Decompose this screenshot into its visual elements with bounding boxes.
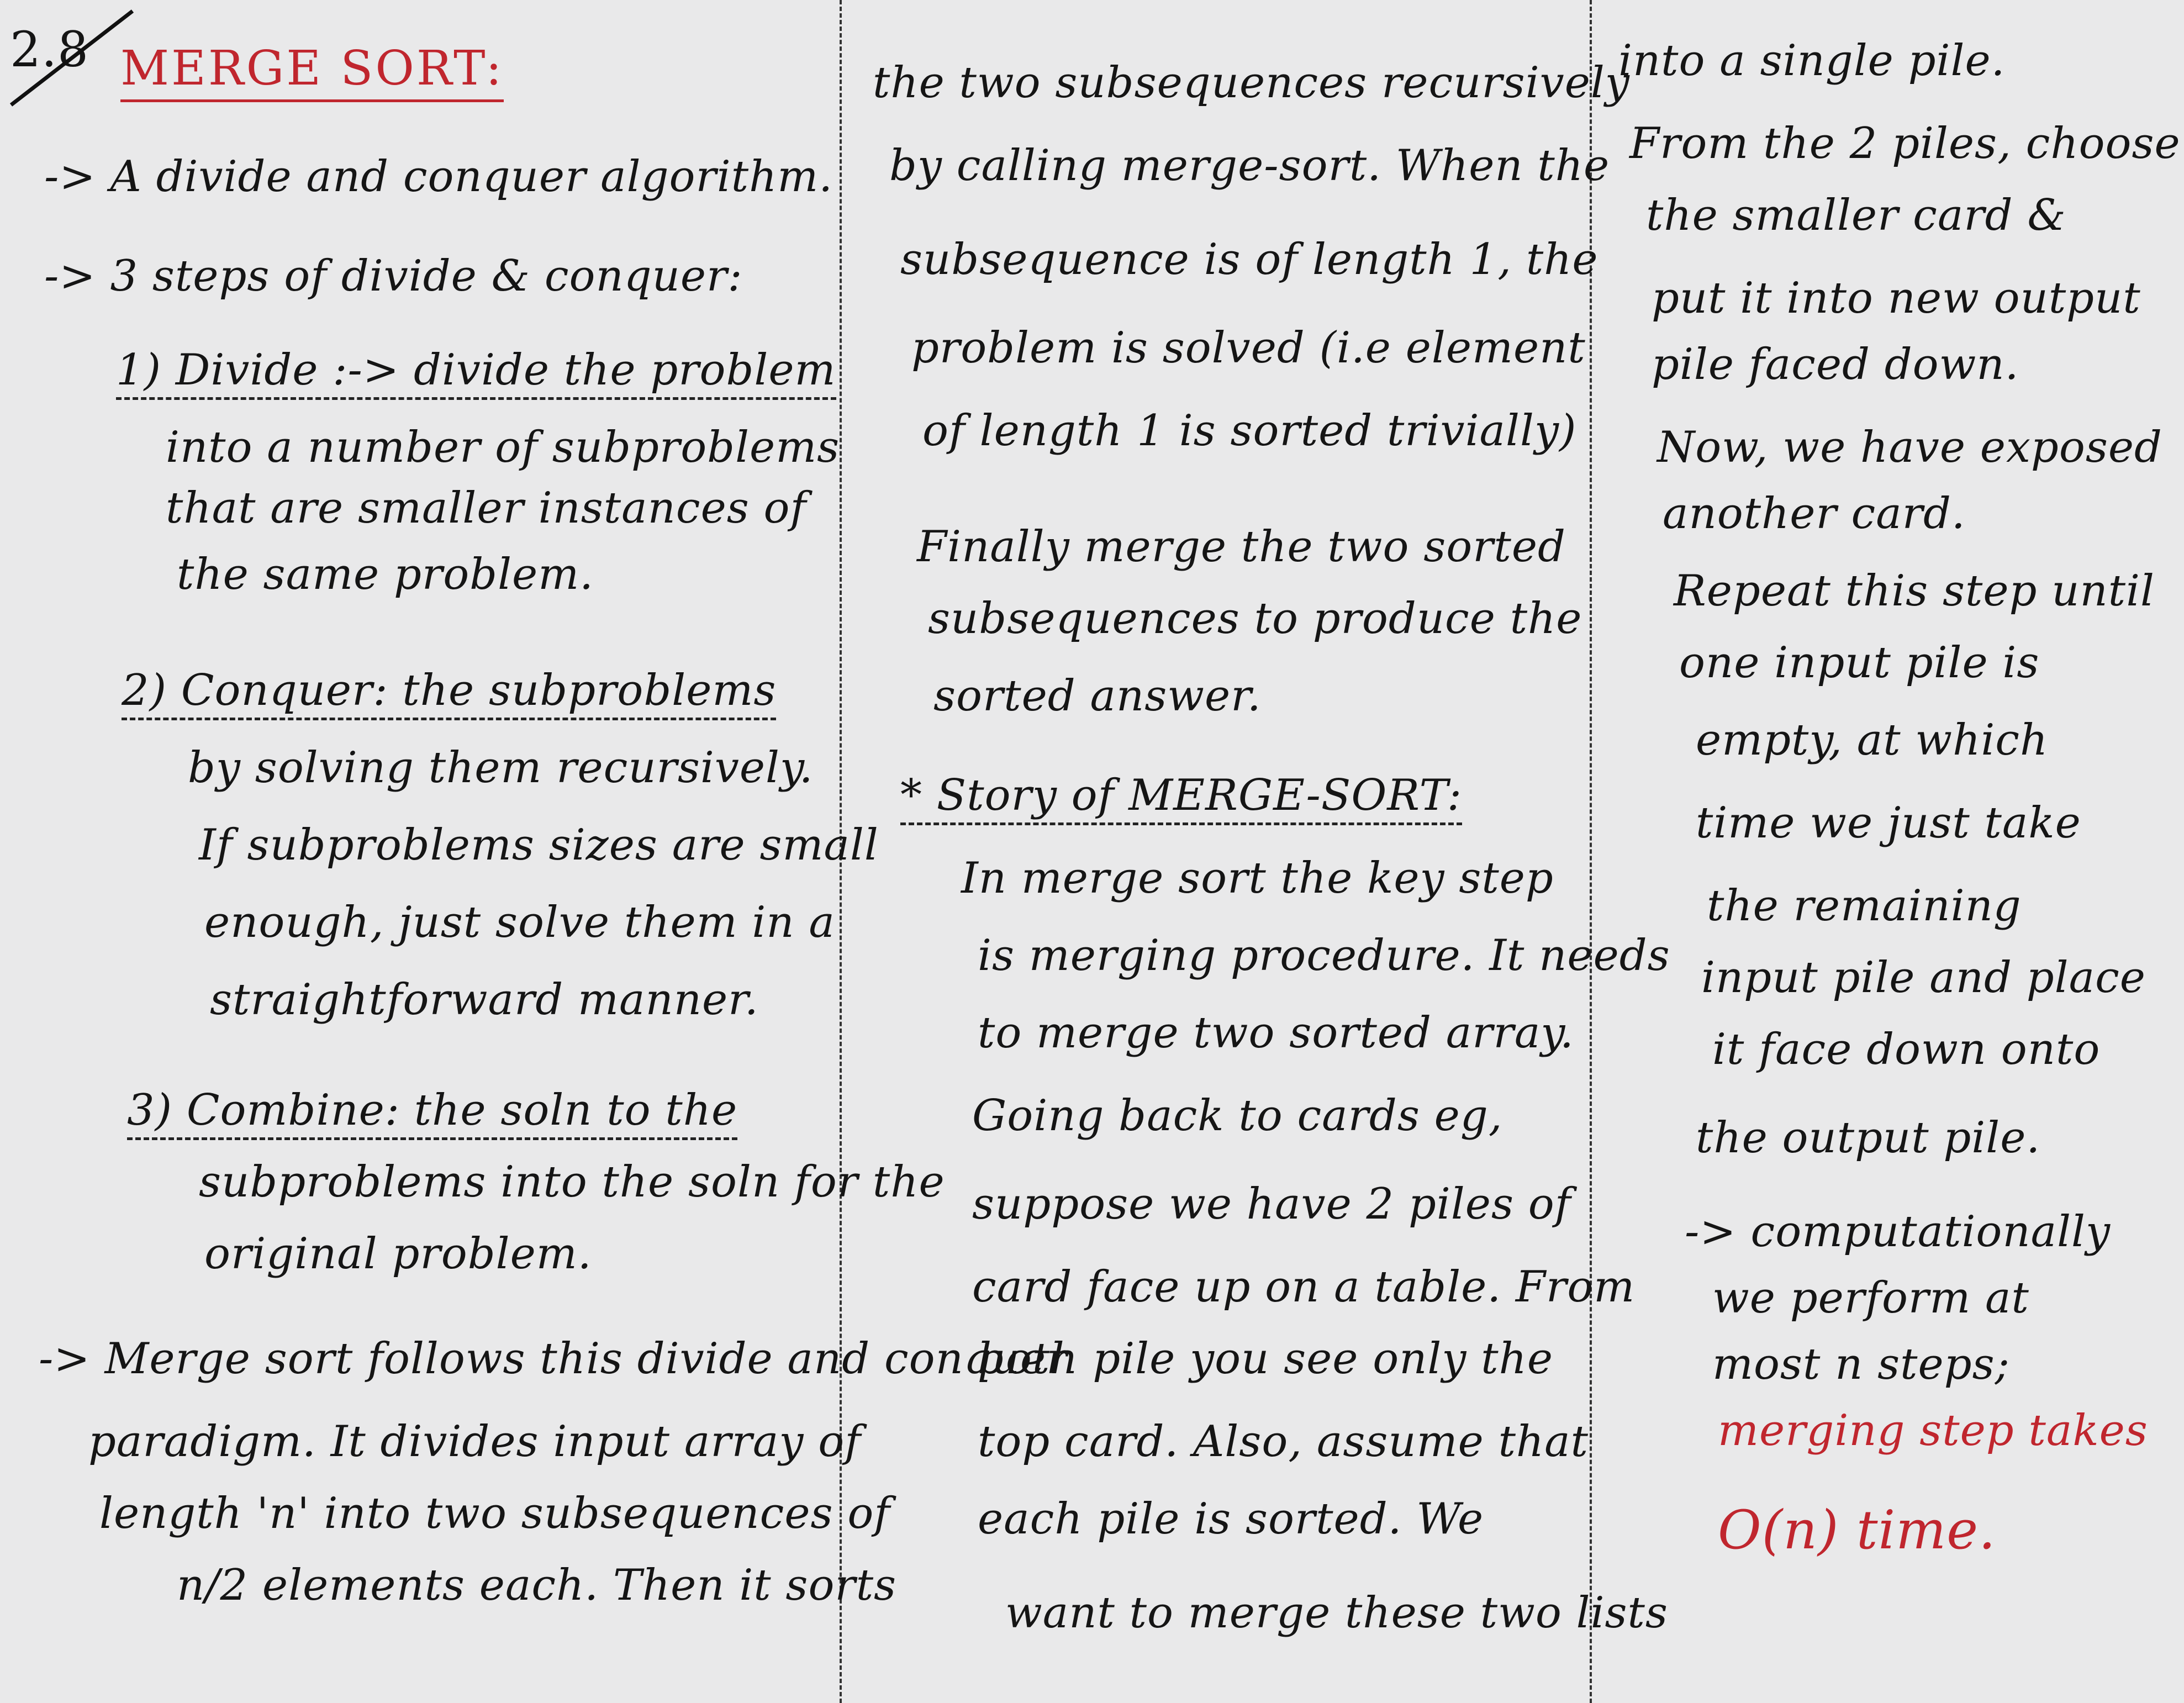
col3-line-highlight: O(n) time.	[1718, 1499, 1996, 1561]
col3-line: input pile and place	[1701, 953, 2146, 1003]
col2-line: by calling merge-sort. When the	[889, 141, 1610, 191]
col3-line: Now, we have exposed	[1657, 423, 2162, 472]
col3-line: time we just take	[1696, 798, 2081, 848]
page-title: MERGE SORT:	[120, 41, 504, 96]
col3-line: the output pile.	[1696, 1113, 2041, 1163]
col1-line: subproblems into the soln for the	[199, 1157, 945, 1207]
col3-line: pile faced down.	[1652, 340, 2019, 389]
col3-line: another card.	[1663, 489, 1966, 539]
col2-line: In merge sort the key step	[961, 853, 1554, 903]
col1-line: into a number of subproblems	[166, 423, 840, 472]
col2-line: of length 1 is sorted trivially)	[922, 406, 1577, 456]
col2-line: * Story of MERGE-SORT:	[900, 768, 1462, 823]
page-number: 2.8	[10, 21, 89, 78]
col3-line: put it into new output	[1652, 273, 2141, 323]
col2-line: Finally merge the two sorted	[917, 522, 1566, 572]
col3-line: one input pile is	[1679, 638, 2040, 688]
col3-line: most n steps;	[1712, 1340, 2010, 1389]
col1-line: that are smaller instances of	[166, 483, 807, 533]
col3-line: it face down onto	[1712, 1025, 2101, 1074]
col1-line: paradigm. It divides input array of	[88, 1417, 862, 1467]
col1-line: straightforward manner.	[210, 975, 759, 1025]
col1-line: by solving them recursively.	[188, 743, 814, 793]
col1-line: 1) Divide :-> divide the problem	[116, 342, 836, 398]
col2-line: is merging procedure. It needs	[978, 931, 1670, 980]
col2-line: the two subsequences recursively	[873, 58, 1630, 108]
col1-line: the same problem.	[177, 550, 594, 599]
col3-line: Repeat this step until	[1674, 566, 2155, 616]
col2-line: want to merge these two lists	[1005, 1588, 1668, 1638]
col1-line: 2) Conquer: the subproblems	[122, 663, 776, 718]
col1-line: length 'n' into two subsequences of	[99, 1489, 891, 1538]
col2-line: subsequence is of length 1, the	[900, 235, 1599, 284]
col2-line: suppose we have 2 piles of	[972, 1179, 1571, 1229]
col3-line: empty, at which	[1696, 715, 2049, 765]
col3-line: the smaller card &	[1646, 191, 2066, 240]
col2-line: problem is solved (i.e element	[911, 323, 1586, 373]
col1-line: -> Merge sort follows this divide and conquer	[39, 1334, 1068, 1384]
col1-line: If subproblems sizes are small	[199, 820, 879, 870]
col2-line: each pile is sorted. We	[978, 1494, 1484, 1544]
col3-line: we perform at	[1712, 1273, 2029, 1323]
col3-line: into a single pile.	[1618, 36, 2006, 86]
col2-line: Going back to cards eg,	[972, 1091, 1503, 1141]
col1-line: 3) Combine: the soln to the	[127, 1083, 737, 1138]
col3-line: -> computationally	[1685, 1207, 2111, 1257]
col3-line: the remaining	[1707, 881, 2022, 931]
col2-line: subsequences to produce the	[928, 594, 1582, 644]
col2-line: sorted answer.	[933, 671, 1262, 721]
col1-line: -> 3 steps of divide & conquer:	[44, 251, 743, 301]
col2-line: both pile you see only the	[978, 1334, 1553, 1384]
col1-line: enough, just solve them in a	[204, 898, 835, 947]
col1-line: original problem.	[204, 1229, 592, 1279]
col2-line: card face up on a table. From	[972, 1262, 1636, 1312]
col2-line: top card. Also, assume that	[978, 1417, 1589, 1467]
col3-line: From the 2 piles, choose	[1629, 119, 2181, 168]
col3-line-highlight: merging step takes	[1718, 1406, 2148, 1456]
col1-line: n/2 elements each. Then it sorts	[177, 1560, 897, 1610]
col2-line: to merge two sorted array.	[978, 1008, 1574, 1058]
col1-line: -> A divide and conquer algorithm.	[44, 152, 833, 202]
